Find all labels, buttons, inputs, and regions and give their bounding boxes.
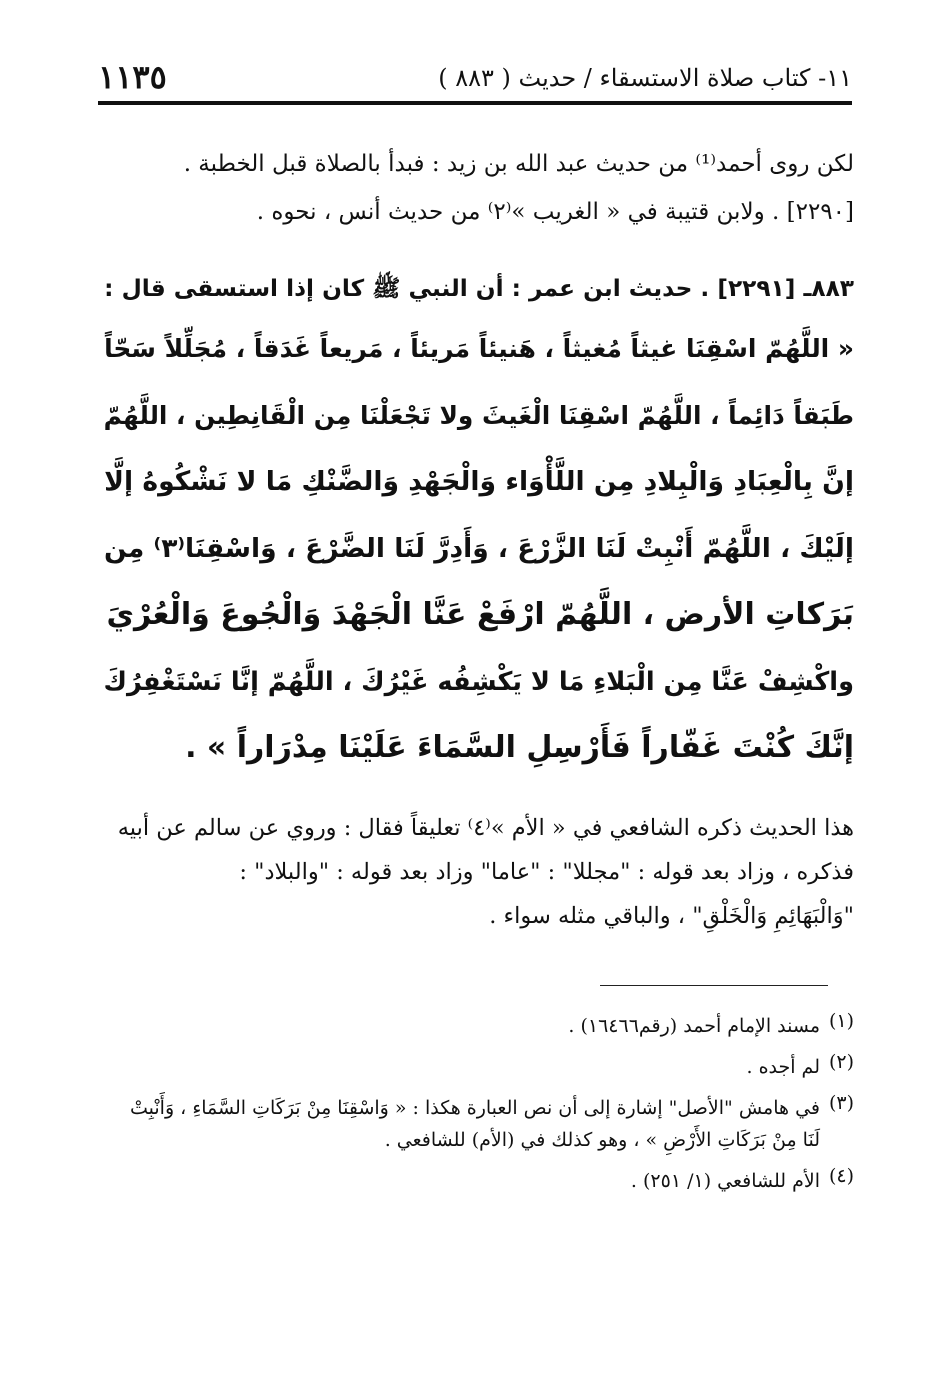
hadith-line: إنَّكَ كُنْتَ غَفّاراً فَأَرْسِلِ السَّمَاءَ عَلَيْنَا مِدْرَاراً » .	[185, 730, 854, 765]
intro-paragraph	[96, 140, 854, 236]
footnote-number: (٣)	[828, 1092, 854, 1114]
commentary-line: "وَالْبَهَائِمِ وَالْخَلْقِ" ، والباقي مثله سواء .	[489, 903, 854, 929]
hadith-heading: ٨٨٣ـ [٢٢٩١] . حديث ابن عمر : أن النبي ﷺ كان إذا استسقى قال :	[104, 275, 854, 302]
intro-line: [٢٢٩٠] . ولابن قتيبة في « الغريب »⁽٢⁾ من حديث أنس ، نحوه .	[256, 199, 854, 225]
commentary-paragraph	[96, 806, 854, 938]
footnote-text: في هامش "الأصل" إشارة إلى أن نص العبارة هكذا : « وَاسْقِنَا مِنْ بَرَكَاتِ السَّمَاءِ ، وَأَنْبِتْ	[129, 1097, 820, 1119]
hadith-line: واكْشِفْ عَنَّا مِن الْبَلاءِ مَا لا يَكْشِفُه غَيْرُكَ ، اللَّهُمّ إنَّا نَسْتَغْفِرُكَ	[103, 666, 854, 697]
page-header	[98, 58, 852, 98]
hadith-line: بَرَكاتِ الأرض ، اللَّهُمّ ارْفَعْ عَنَّا الْجَهْدَ وَالْجُوعَ وَالْعُرْيَ	[106, 597, 854, 632]
footnote-4	[96, 1165, 854, 1197]
footnote-3	[96, 1092, 854, 1156]
header-rule	[98, 101, 852, 105]
commentary-line: هذا الحديث ذكره الشافعي في « الأم »⁽٤⁾ تعليقاً فقال : وروي عن سالم عن أبيه	[117, 815, 854, 841]
hadith-line: « اللَّهُمّ اسْقِنَا غيثاً مُغيثاً ، هَنيئاً مَريئاً ، مَريعاً غَدَقاً ، مُجَلِّلاً سَحّاً	[104, 334, 854, 363]
running-title: ١١- كتاب صلاة الاستسقاء / حديث ( ٨٨٣ )	[438, 64, 852, 92]
hadith-line: إنَّ بِالْعِبَادِ وَالْبِلادِ مِن اللَّأْوَاء وَالْجَهْدِ وَالضَّنْكِ مَا لا نَشْكُوهُ إلَّا	[104, 466, 854, 497]
intro-line: لكن روى أحمد⁽¹⁾ من حديث عبد الله بن زيد : فبدأ بالصلاة قبل الخطبة .	[183, 151, 854, 177]
footnote-1	[96, 1010, 854, 1042]
commentary-line: فذكره ، وزاد بعد قوله : "مجللا" : "عاما" وزاد بعد قوله : "والبلاد" :	[239, 859, 854, 885]
footnote-separator	[600, 985, 828, 986]
hadith-line: طَبَقاً دَائِماً ، اللَّهُمّ اسْقِنَا الْغَيثَ ولا تَجْعَلْنَا مِن الْقَانِطِين ، اللَّهُمّ	[103, 400, 854, 430]
hadith-block	[96, 262, 854, 782]
footnote-2	[96, 1051, 854, 1083]
footnote-text: لم أجده .	[746, 1056, 820, 1078]
footnote-number: (٢)	[828, 1051, 854, 1073]
footnote-text: الأم للشافعي (١/ ٢٥١) .	[630, 1170, 820, 1192]
hadith-line: إلَيْكَ ، اللَّهُمّ أَنْبِتْ لَنَا الزَّرْعَ ، وَأَدِرَّ لَنَا الضَّرْعَ ، وَاسْقِنَا⁽٣⁾ مِن	[104, 532, 854, 564]
footnotes	[96, 1010, 854, 1206]
footnote-number: (٤)	[828, 1165, 854, 1187]
footnote-text: مسند الإمام أحمد (رقم١٦٤٦٦) .	[568, 1015, 820, 1037]
footnote-text: لَنَا مِنْ بَرَكَاتِ الأَرْضِ » ، وهو كذلك في (الأم) للشافعي .	[384, 1129, 820, 1151]
page-number: ١١٣٥	[98, 58, 167, 96]
footnote-number: (١)	[828, 1010, 854, 1032]
